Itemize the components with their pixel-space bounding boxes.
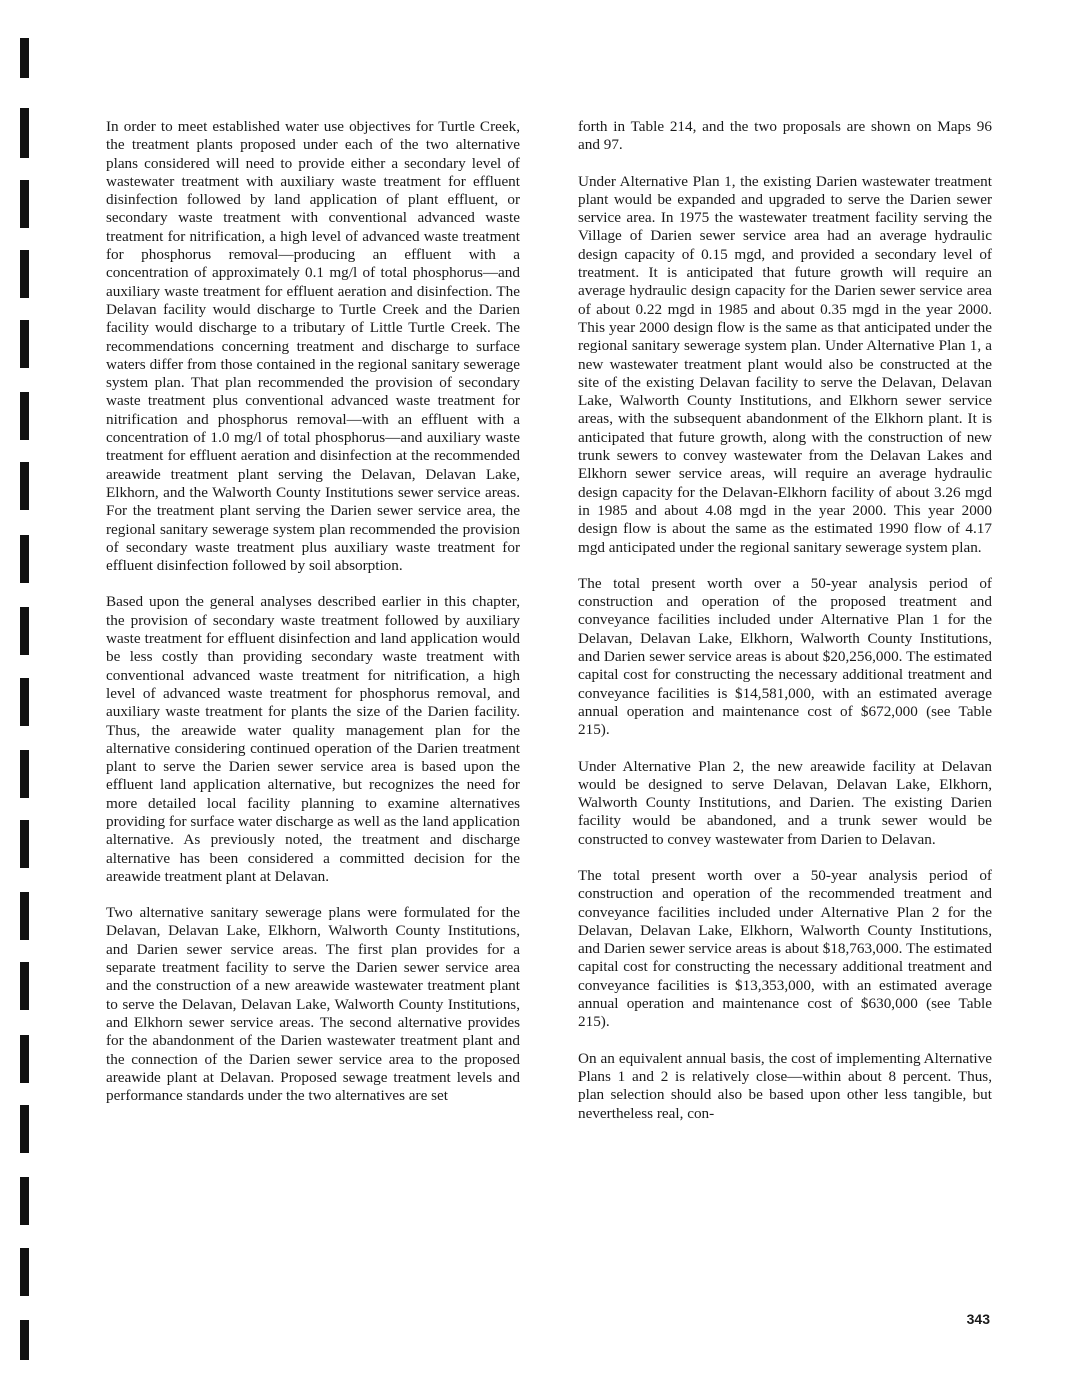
- scan-edge-mark: [20, 250, 29, 298]
- scan-edge-mark: [20, 962, 29, 1010]
- paragraph-equivalent-annual-basis: On an equivalent annual basis, the cost of implementing Alternative Plans 1 and 2 is relatively close—within about 8 percent. Thus, plan selection should also be based upon other less tangible, but nevertheless real, con-: [578, 1049, 992, 1122]
- scan-edge-mark: [20, 462, 29, 510]
- page-number: 343: [966, 1311, 990, 1327]
- scan-edge-mark: [20, 108, 29, 158]
- scan-edge-mark: [20, 1035, 29, 1083]
- paragraph-alternative-plan-1: Under Alternative Plan 1, the existing Darien wastewater treatment plant would be expanded and upgraded to serve the Darien sewer service area. In 1975 the wastewater treatment facility serving the Village of Darien sewer service area had an average hydraulic design capacity of 0.15 mgd, and provided a secondary level of treatment. It is anticipated that future growth will require an average hydraulic design capacity for the Darien sewer service area of about 0.22 mgd in 1985 and about 0.35 mgd in the year 2000. This year 2000 design flow is the same as that anticipated under the regional sanitary sewerage system plan. Under Alternative Plan 1, a new wastewater treatment plant would also be constructed at the site of the existing Delavan facility to serve the Delavan, Delavan Lake, Walworth County Institutions, and Elkhorn sewer service areas, with the subsequent abandonment of the Elkhorn plant. It is anticipated that future growth, along with the construction of new trunk sewers to convey wastewater from the Delavan Lakes and Elkhorn sewer service areas, will require an average hydraulic design capacity for the Delavan-Elkhorn facility of about 3.26 mgd in 1985 and about 4.08 mgd in the year 2000. This year 2000 design flow is about the same as the estimated 1990 flow of 4.17 mgd anticipated under the regional sanitary sewerage system plan.: [578, 172, 992, 556]
- scan-edge-mark: [20, 535, 29, 583]
- paragraph-alternative-plans: Two alternative sanitary sewerage plans were formulated for the Delavan, Delavan Lake, Elkhorn, Walworth County Institutions, and Darien sewer service areas. The first plan provides for a separate treatment facility to serve the Darien sewer service area and the construction of a new areawide wastewater treatment plant to serve the Delavan, Delavan Lake, Walworth County Institutions, and Elkhorn sewer service areas. The second alternative provides for the abandonment of the Darien wastewater treatment plant and the connection of the Darien sewer service area to the proposed areawide plant at Delavan. Proposed sewage treatment levels and performance standards under the two alternatives are set: [106, 904, 520, 1105]
- paragraph-treatment-objectives: In order to meet established water use objectives for Turtle Creek, the treatment plants proposed under each of the two alternative plans considered will need to provide either a secondary level of wastewater treatment with auxiliary waste treatment for effluent disinfection followed by land application of plant effluent, or secondary waste treatment with conventional advanced waste treatment for nitrification, a high level of advanced waste treatment for phosphorus removal—producing an effluent with a concentration of approximately 0.1 mg/l of total phosphorus—and auxiliary waste treatment for effluent aeration and disinfection. The Delavan facility would discharge to Turtle Creek and the Darien facility would discharge to a tributary of Little Turtle Creek. The recommendations concerning treatment and discharge to surface waters differ from those contained in the regional sanitary sewerage system plan. That plan recommended the provision of secondary waste treatment plus conventional advanced waste treatment for nitrification and phosphorus removal—with an effluent with a concentration of 1.0 mg/l of total phosphorus—and auxiliary waste treatment for effluent aeration and disinfection at the recommended areawide treatment plant serving the Delavan, Delavan Lake, Elkhorn, and the Walworth County Institutions sewer service areas. For the treatment plant serving the Darien sewer service area, the regional sanitary sewerage system plan recommended the provision of secondary waste treatment plus auxiliary waste treatment for effluent disinfection followed by soil absorption.: [106, 118, 520, 575]
- left-text-column: [106, 118, 520, 1123]
- scan-edge-mark: [20, 1320, 29, 1360]
- scan-edge-mark: [20, 38, 29, 78]
- scan-edge-mark: [20, 892, 29, 940]
- scan-edge-mark: [20, 820, 29, 868]
- paragraph-alternative-plan-2: Under Alternative Plan 2, the new areawide facility at Delavan would be designed to serve Delavan, Delavan Lake, Elkhorn, Walworth County Institutions, and Darien. The existing Darien facility would be abandoned, and a trunk sewer would be constructed to convey wastewater from Darien to Delavan.: [578, 757, 992, 848]
- scan-edge-mark: [20, 392, 29, 440]
- right-text-column: [578, 118, 992, 1141]
- paragraph-table-reference: forth in Table 214, and the two proposals are shown on Maps 96 and 97.: [578, 118, 992, 154]
- scan-edge-mark: [20, 1248, 29, 1296]
- scan-edge-mark: [20, 320, 29, 368]
- scan-edge-mark: [20, 750, 29, 798]
- scan-edge-mark: [20, 678, 29, 726]
- scan-edge-mark: [20, 180, 29, 228]
- scan-edge-mark: [20, 607, 29, 655]
- scan-edge-mark: [20, 1105, 29, 1153]
- scan-edge-mark: [20, 1177, 29, 1225]
- paragraph-cost-analysis: Based upon the general analyses described earlier in this chapter, the provision of secondary waste treatment followed by auxiliary waste treatment for effluent disinfection and land application would be less costly than providing secondary waste treatment with conventional advanced waste treatment for nitrification, a high level of advanced waste treatment for phosphorus removal, and auxiliary waste treatment for plants the size of the Darien facility. Thus, the areawide water quality management plan for the alternative considering continued operation of the Darien treatment plant to serve the Darien sewer service area is based upon the effluent land application alternative, but recognizes the need for more detailed local facility planning to examine alternatives providing for surface water discharge as well as the land application alternative. As previously noted, the treatment and discharge alternative has been considered a committed decision for the areawide treatment plant at Delavan.: [106, 593, 520, 885]
- paragraph-plan-1-cost: The total present worth over a 50-year analysis period of construction and operation of the proposed treatment and conveyance facilities included under Alternative Plan 1 for the Delavan, Delavan Lake, Elkhorn, Walworth County Institutions, and Darien sewer service areas is about $20,256,000. The estimated capital cost for constructing the necessary additional treatment and conveyance facilities is $14,581,000, with an estimated average annual operation and maintenance cost of $672,000 (see Table 215).: [578, 574, 992, 739]
- paragraph-plan-2-cost: The total present worth over a 50-year analysis period of construction and operation of the recommended treatment and conveyance facilities included under Alternative Plan 2 for the Delavan, Delavan Lake, Elkhorn, Walworth County Institutions, and Darien sewer service areas is about $18,763,000. The estimated capital cost for constructing the necessary additional treatment and conveyance facilities is $13,353,000, with an estimated average annual operation and maintenance cost of $630,000 (see Table 215).: [578, 866, 992, 1031]
